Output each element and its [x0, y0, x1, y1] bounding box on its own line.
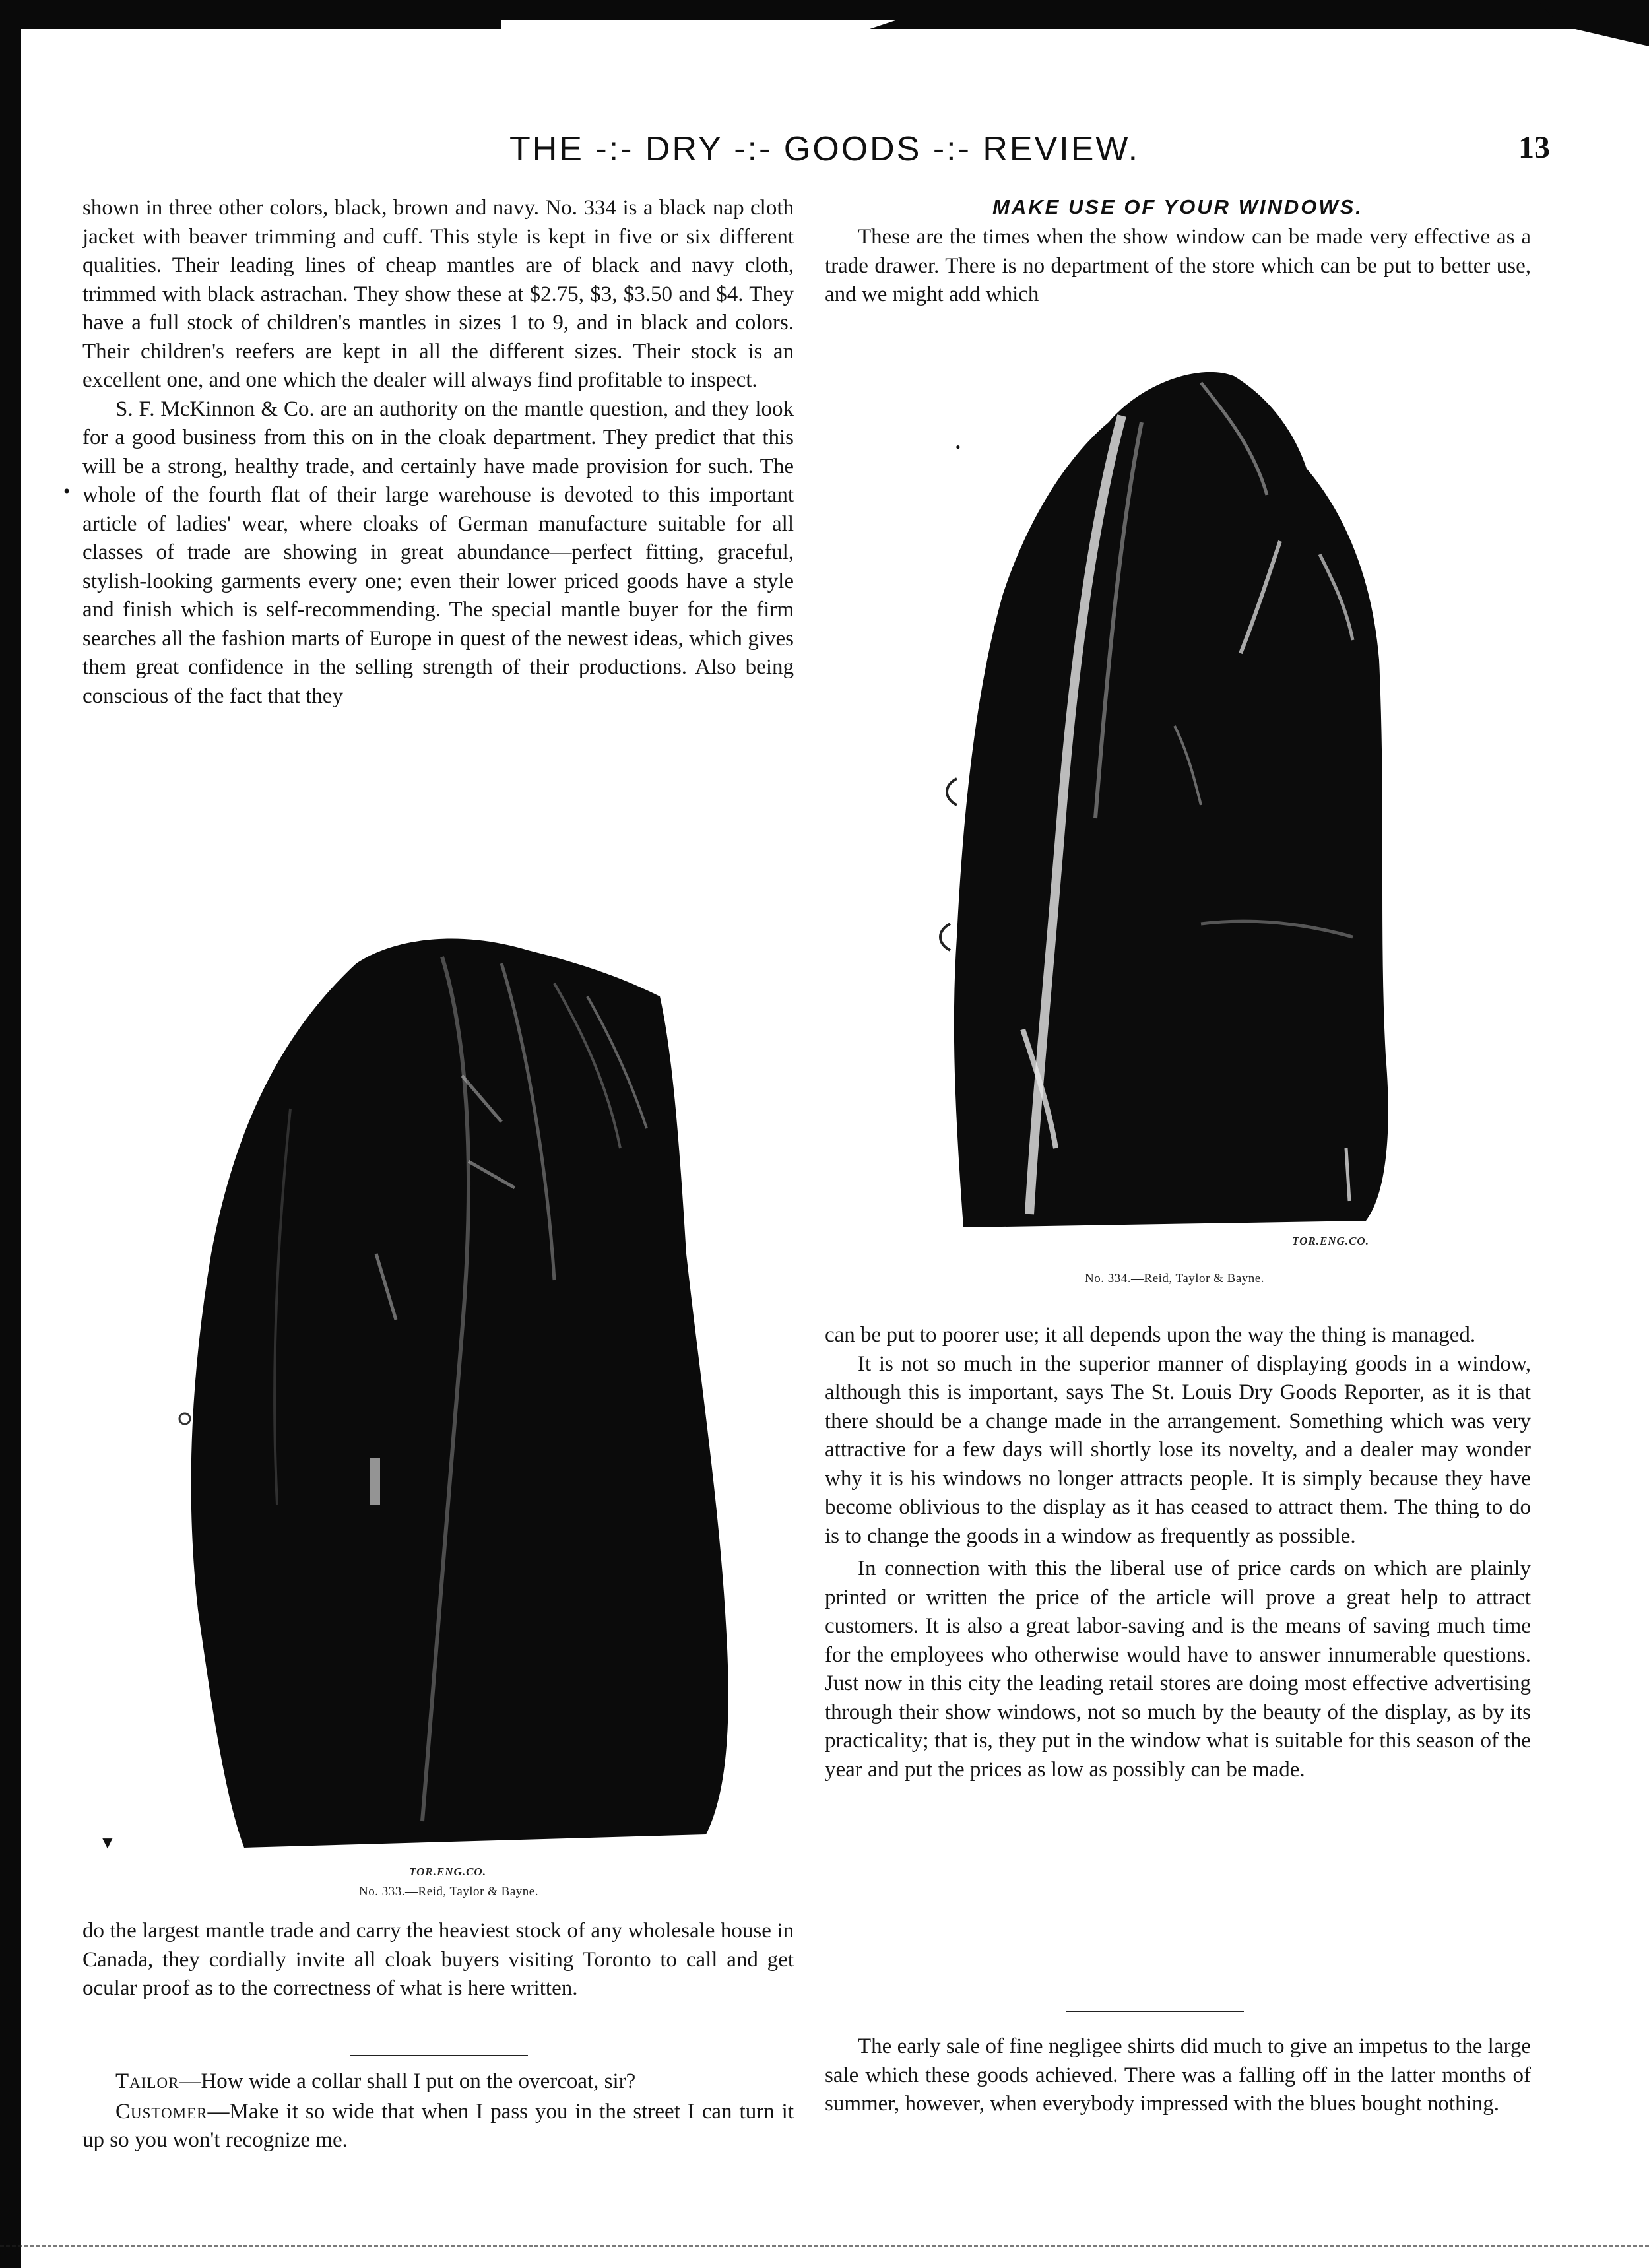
scan-top-notch [501, 20, 897, 46]
tailor-joke [82, 2067, 794, 2156]
stray-dot-mark: • [955, 439, 961, 455]
right-column-middle [825, 1321, 1531, 1784]
windows-intro-paragraph: These are the times when the show window can be made very effective as a trade drawer. There is no department of the store which can be put to better use, and we might add which [825, 225, 1531, 306]
negligee-shirts-paragraph: The early sale of fine negligee shirts did much to give an impetus to the large sale which these goods achieved. There was a falling off in the latter months of summer, however, when everybody impressed with the blues bought nothing. [825, 2034, 1531, 2116]
mantle-stock-paragraph: shown in three other colors, black, brown and navy. No. 334 is a black nap cloth jacket with beaver trimming and cuff. This style is kept in five or six different qualities. Their leading lines of cheap mantles are of black and navy cloth, trimmed with black astrachan. They show these at $2.75, $3, $3.50 and $4. They have a full stock of children's mantles in sizes 1 to 9, and in black and colors. Their children's reefers are kept in all the different sizes. Their stock is an excellent one, and one which the dealer will always find profitable to inspect. [82, 196, 794, 392]
jacket-engraving-333 [158, 911, 739, 1874]
mantle-invitation-paragraph: do the largest mantle trade and carry the heaviest stock of any wholesale house in Canada, they cordially invite all cloak buyers visiting Toronto to call and get ocular proof as to the correctness of what is here written. [82, 1919, 794, 2000]
tailor-speaker: Tailor [115, 2069, 179, 2093]
tailor-line [82, 2067, 794, 2096]
right-column-top [825, 194, 1531, 309]
customer-speaker: Customer [115, 2099, 208, 2123]
customer-text: —Make it so wide that when I pass you in the street I can turn it up so you won't recognize me. [82, 2099, 794, 2152]
section-divider-left [350, 2055, 528, 2056]
journal-title: THE -:- DRY -:- GOODS -:- REVIEW. [509, 130, 1140, 168]
section-heading-windows: MAKE USE OF YOUR WINDOWS. [992, 195, 1363, 218]
right-column-bottom [825, 2032, 1531, 2119]
jacket-illustration-333 [158, 911, 739, 1874]
jacket-illustration-334 [924, 343, 1425, 1247]
left-column-bottom [82, 1917, 794, 2003]
window-display-paragraph: It is not so much in the superior manner of displaying goods in a window, although this is important, says The St. Louis Dry Goods Reporter, as it is that there should be a change made in the arrangement. Something which was very attractive for a few days will shortly lose its novelty, and a dealer may wonder why it is his windows no longer attracts people. It is simply because they have become oblivious to the display as it has ceased to attract them. The thing to do is to change the goods in a window as frequently as possible. [825, 1351, 1531, 1548]
tailor-text: —How wide a collar shall I put on the overcoat, sir? [179, 2069, 636, 2093]
jacket-engraving-334 [924, 343, 1425, 1247]
scan-bottom-edge [0, 2245, 1649, 2251]
engraver-mark-333: TOR.ENG.CO. [409, 1865, 486, 1878]
figure-caption-334: No. 334.—Reid, Taylor & Bayne. [1085, 1272, 1264, 1285]
bullet-mark: • [63, 480, 71, 502]
stray-arrow-mark: ▼ [99, 1833, 116, 1852]
scan-left-border [0, 0, 21, 2268]
windows-intro-continuation: can be put to poorer use; it all depends upon the way the thing is managed. [825, 1323, 1476, 1347]
running-head [0, 129, 1649, 176]
figure-caption-333: No. 333.—Reid, Taylor & Bayne. [359, 1885, 538, 1898]
engraver-mark-334: TOR.ENG.CO. [1292, 1235, 1369, 1247]
section-divider-right [1066, 2011, 1244, 2012]
mckinnon-paragraph: S. F. McKinnon & Co. are an authority on the mantle question, and they look for a good business from this on in the cloak department. They predict that this will be a strong, healthy trade, and certainly have made provision for such. The whole of the fourth flat of their large warehouse is devoted to this important article of ladies' wear, where cloaks of German manufacture suitable for all classes of trade are showing in great abundance—perfect fitting, graceful, stylish-looking garments every one; even their lower priced goods have a style and finish which is self-recommending. The special mantle buyer for the firm searches all the fashion marts of Europe in quest of the newest ideas, which gives them great confidence in the selling strength of their productions. Also being conscious of the fact that they [82, 397, 794, 708]
price-cards-paragraph: In connection with this the liberal use of price cards on which are plainly printed or written the price of the article will prove a great help to attract customers. It is also a great labor-saving and is the means of saving much time for the employees who otherwise would have to answer innumerable questions. Just now in this city the leading retail stores are doing most effective advertising through their show windows, not so much by the beauty of the display, as by its practicality; that is, they put in the window what is suitable for this season of the year and put the prices as low as possibly can be made. [825, 1557, 1531, 1782]
customer-line [82, 2098, 794, 2155]
page-number: 13 [1518, 130, 1550, 165]
left-column-top [82, 194, 794, 711]
